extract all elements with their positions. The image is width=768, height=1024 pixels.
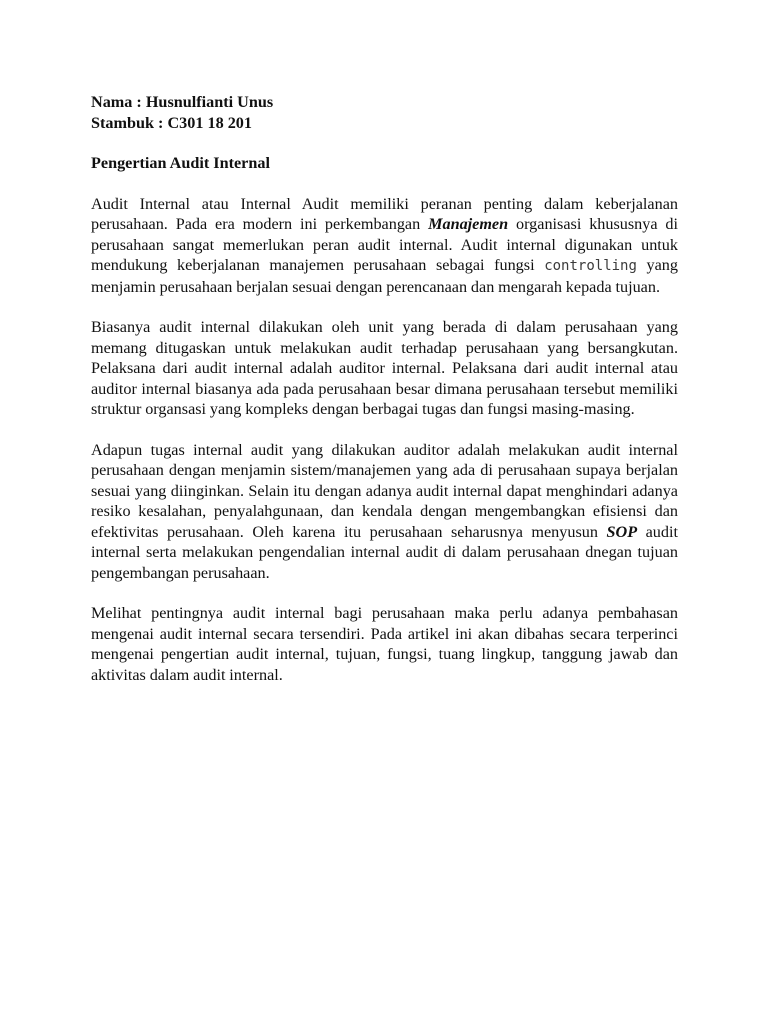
paragraph-3 bbox=[91, 440, 678, 584]
term-controlling: controlling bbox=[544, 258, 637, 274]
paragraph-2: Biasanya audit internal dilakukan oleh unit yang berada di dalam perusahaan yang memang ditugaskan untuk melakukan audit terhadap perusahaan yang bersangkutan. Pelaksana dari audit internal adalah auditor internal. Pelaksana dari audit internal atau auditor internal biasanya ada pada perusahaan besar dimana perusahaan tersebut memiliki struktur organsasi yang kompleks dengan berbagai tugas dan fungsi masing-masing. bbox=[91, 318, 678, 418]
author-name: Nama : Husnulfianti Unus bbox=[91, 93, 274, 111]
paragraph-4: Melihat pentingnya audit internal bagi perusahaan maka perlu adanya pembahasan mengenai audit internal secara tersendiri. Pada artikel ini akan dibahas secara terperinci mengenai pengertian audit internal, tujuan, fungsi, tuang lingkup, tanggung jawab dan aktivitas dalam audit internal. bbox=[91, 604, 678, 684]
student-id: Stambuk : C301 18 201 bbox=[91, 113, 252, 132]
paragraph-1-text-a: Audit Internal atau Internal Audit memiliki peranan penting dalam keberjalanan perusahaan. Pada era modern ini perkembangan bbox=[91, 194, 678, 233]
term-sop: SOP bbox=[606, 522, 638, 541]
paragraph-1 bbox=[91, 194, 678, 298]
paragraph-1-text-b: organisasi khususnya di perusahaan sangat memerlukan peran audit internal. Audit internal digunakan untuk mendukung keberjalanan manajemen perusahaan sebagai fungsi bbox=[91, 215, 678, 274]
term-manajemen: Manajemen bbox=[428, 215, 509, 233]
paragraph-3-text-a: Adapun tugas internal audit yang dilakukan auditor adalah melakukan audit internal perusahaan dengan menjamin sistem/manajemen yang ada di perusahaan supaya berjalan sesuai yang diinginkan. Selain itu dengan adanya audit internal dapat menghindari adanya resiko kesalahan, penyalahgunaan, dan kendala dengan mengembangkan efisiensi dan efektivitas perusahaan. Oleh karena itu perusahaan seharusnya menyusun bbox=[91, 440, 678, 541]
document-body bbox=[91, 92, 678, 685]
paragraph-1-text-c: yang menjamin perusahaan berjalan sesuai dengan perencanaan dan mengarah kepada tujuan. bbox=[91, 256, 678, 296]
paragraph-3-text-b: audit internal serta melakukan pengendalian internal audit di dalam perusahaan dnegan tujuan pengembangan perusahaan. bbox=[91, 522, 678, 582]
section-title: Pengertian Audit Internal bbox=[91, 154, 270, 172]
